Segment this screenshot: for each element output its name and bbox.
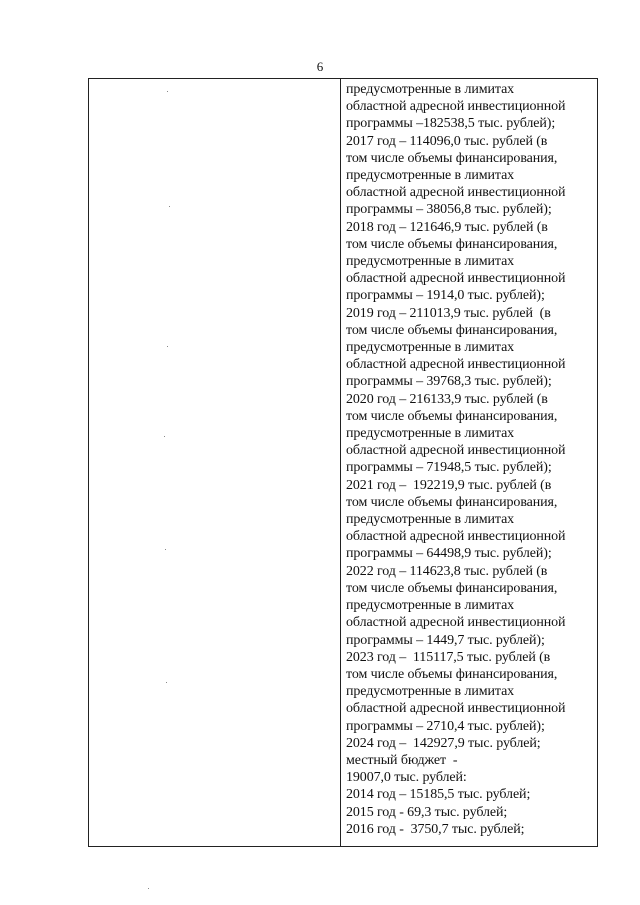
table-text-line: областной адресной инвестиционной — [346, 271, 566, 287]
table-text-line: 2024 год – 142927,9 тыс. рублей; — [346, 735, 541, 751]
table-text-line: 2018 год – 121646,9 тыс. рублей (в — [346, 219, 548, 235]
document-table — [88, 78, 598, 847]
table-text-line: областной адресной инвестиционной — [346, 99, 566, 115]
table-text-line: программы – 39768,3 тыс. рублей); — [346, 374, 552, 390]
table-text-line: 2016 год - 3750,7 тыс. рублей; — [346, 821, 525, 837]
table-right-column — [341, 79, 597, 846]
table-text-line: 2014 год – 15185,5 тыс. рублей; — [346, 787, 531, 803]
table-text-line: предусмотренные в лимитах — [346, 254, 515, 270]
table-text-line: областной адресной инвестиционной — [346, 443, 566, 459]
table-text-line: том числе объемы финансирования, — [346, 666, 558, 682]
table-text-line: программы – 71948,5 тыс. рублей); — [346, 460, 552, 476]
table-text-line: 2021 год – 192219,9 тыс. рублей (в — [346, 477, 552, 493]
table-text-line: предусмотренные в лимитах — [346, 82, 515, 97]
scan-speck — [167, 91, 168, 92]
scan-speck — [166, 682, 167, 683]
scan-speck — [167, 346, 168, 347]
scan-speck — [164, 436, 165, 437]
table-text-line: областной адресной инвестиционной — [346, 615, 566, 631]
table-text-line: программы – 64498,9 тыс. рублей); — [346, 546, 552, 562]
table-text-line: предусмотренные в лимитах — [346, 426, 515, 442]
page-number: 6 — [316, 59, 324, 74]
table-text-line: предусмотренные в лимитах — [346, 168, 515, 184]
table-text-line: программы – 1914,0 тыс. рублей); — [346, 288, 545, 304]
table-text-line: том числе объемы финансирования, — [346, 236, 558, 252]
table-text-line: том числе объемы финансирования, — [346, 580, 558, 596]
table-text-line: 2022 год – 114623,8 тыс. рублей (в — [346, 563, 548, 579]
scan-speck — [169, 206, 170, 207]
table-text-line: 2020 год – 216133,9 тыс. рублей (в — [346, 391, 548, 407]
table-text-line: областной адресной инвестиционной — [346, 357, 566, 373]
table-text-line: программы – 38056,8 тыс. рублей); — [346, 202, 552, 218]
table-text-line: 2017 год – 114096,0 тыс. рублей (в — [346, 133, 548, 149]
table-text-line: предусмотренные в лимитах — [346, 598, 515, 614]
table-text-line: программы – 2710,4 тыс. рублей); — [346, 718, 545, 734]
table-text-line: программы – 1449,7 тыс. рублей); — [346, 632, 545, 648]
table-text-line: предусмотренные в лимитах — [346, 684, 515, 700]
table-text-line: 2015 год - 69,3 тыс. рублей; — [346, 804, 508, 820]
table-left-column — [89, 79, 341, 846]
scan-speck — [165, 549, 166, 550]
table-text-line: программы –182538,5 тыс. рублей); — [346, 116, 556, 132]
table-text-line: предусмотренные в лимитах — [346, 512, 515, 528]
table-text-line: предусмотренные в лимитах — [346, 340, 515, 356]
table-text-line: 19007,0 тыс. рублей: — [346, 770, 467, 786]
table-text-line: 2023 год – 115117,5 тыс. рублей (в — [346, 649, 551, 665]
table-text-line: местный бюджет - — [346, 752, 458, 768]
table-text-line: областной адресной инвестиционной — [346, 185, 566, 201]
table-text-line: том числе объемы финансирования, — [346, 494, 558, 510]
table-text-line: том числе объемы финансирования, — [346, 408, 558, 424]
table-text-line: том числе объемы финансирования, — [346, 322, 558, 338]
table-text-line: областной адресной инвестиционной — [346, 529, 566, 545]
table-text-line: 2019 год – 211013,9 тыс. рублей (в — [346, 305, 551, 321]
table-text-line: областной адресной инвестиционной — [346, 701, 566, 717]
scan-speck — [148, 888, 149, 889]
table-text-line: том числе объемы финансирования, — [346, 150, 558, 166]
